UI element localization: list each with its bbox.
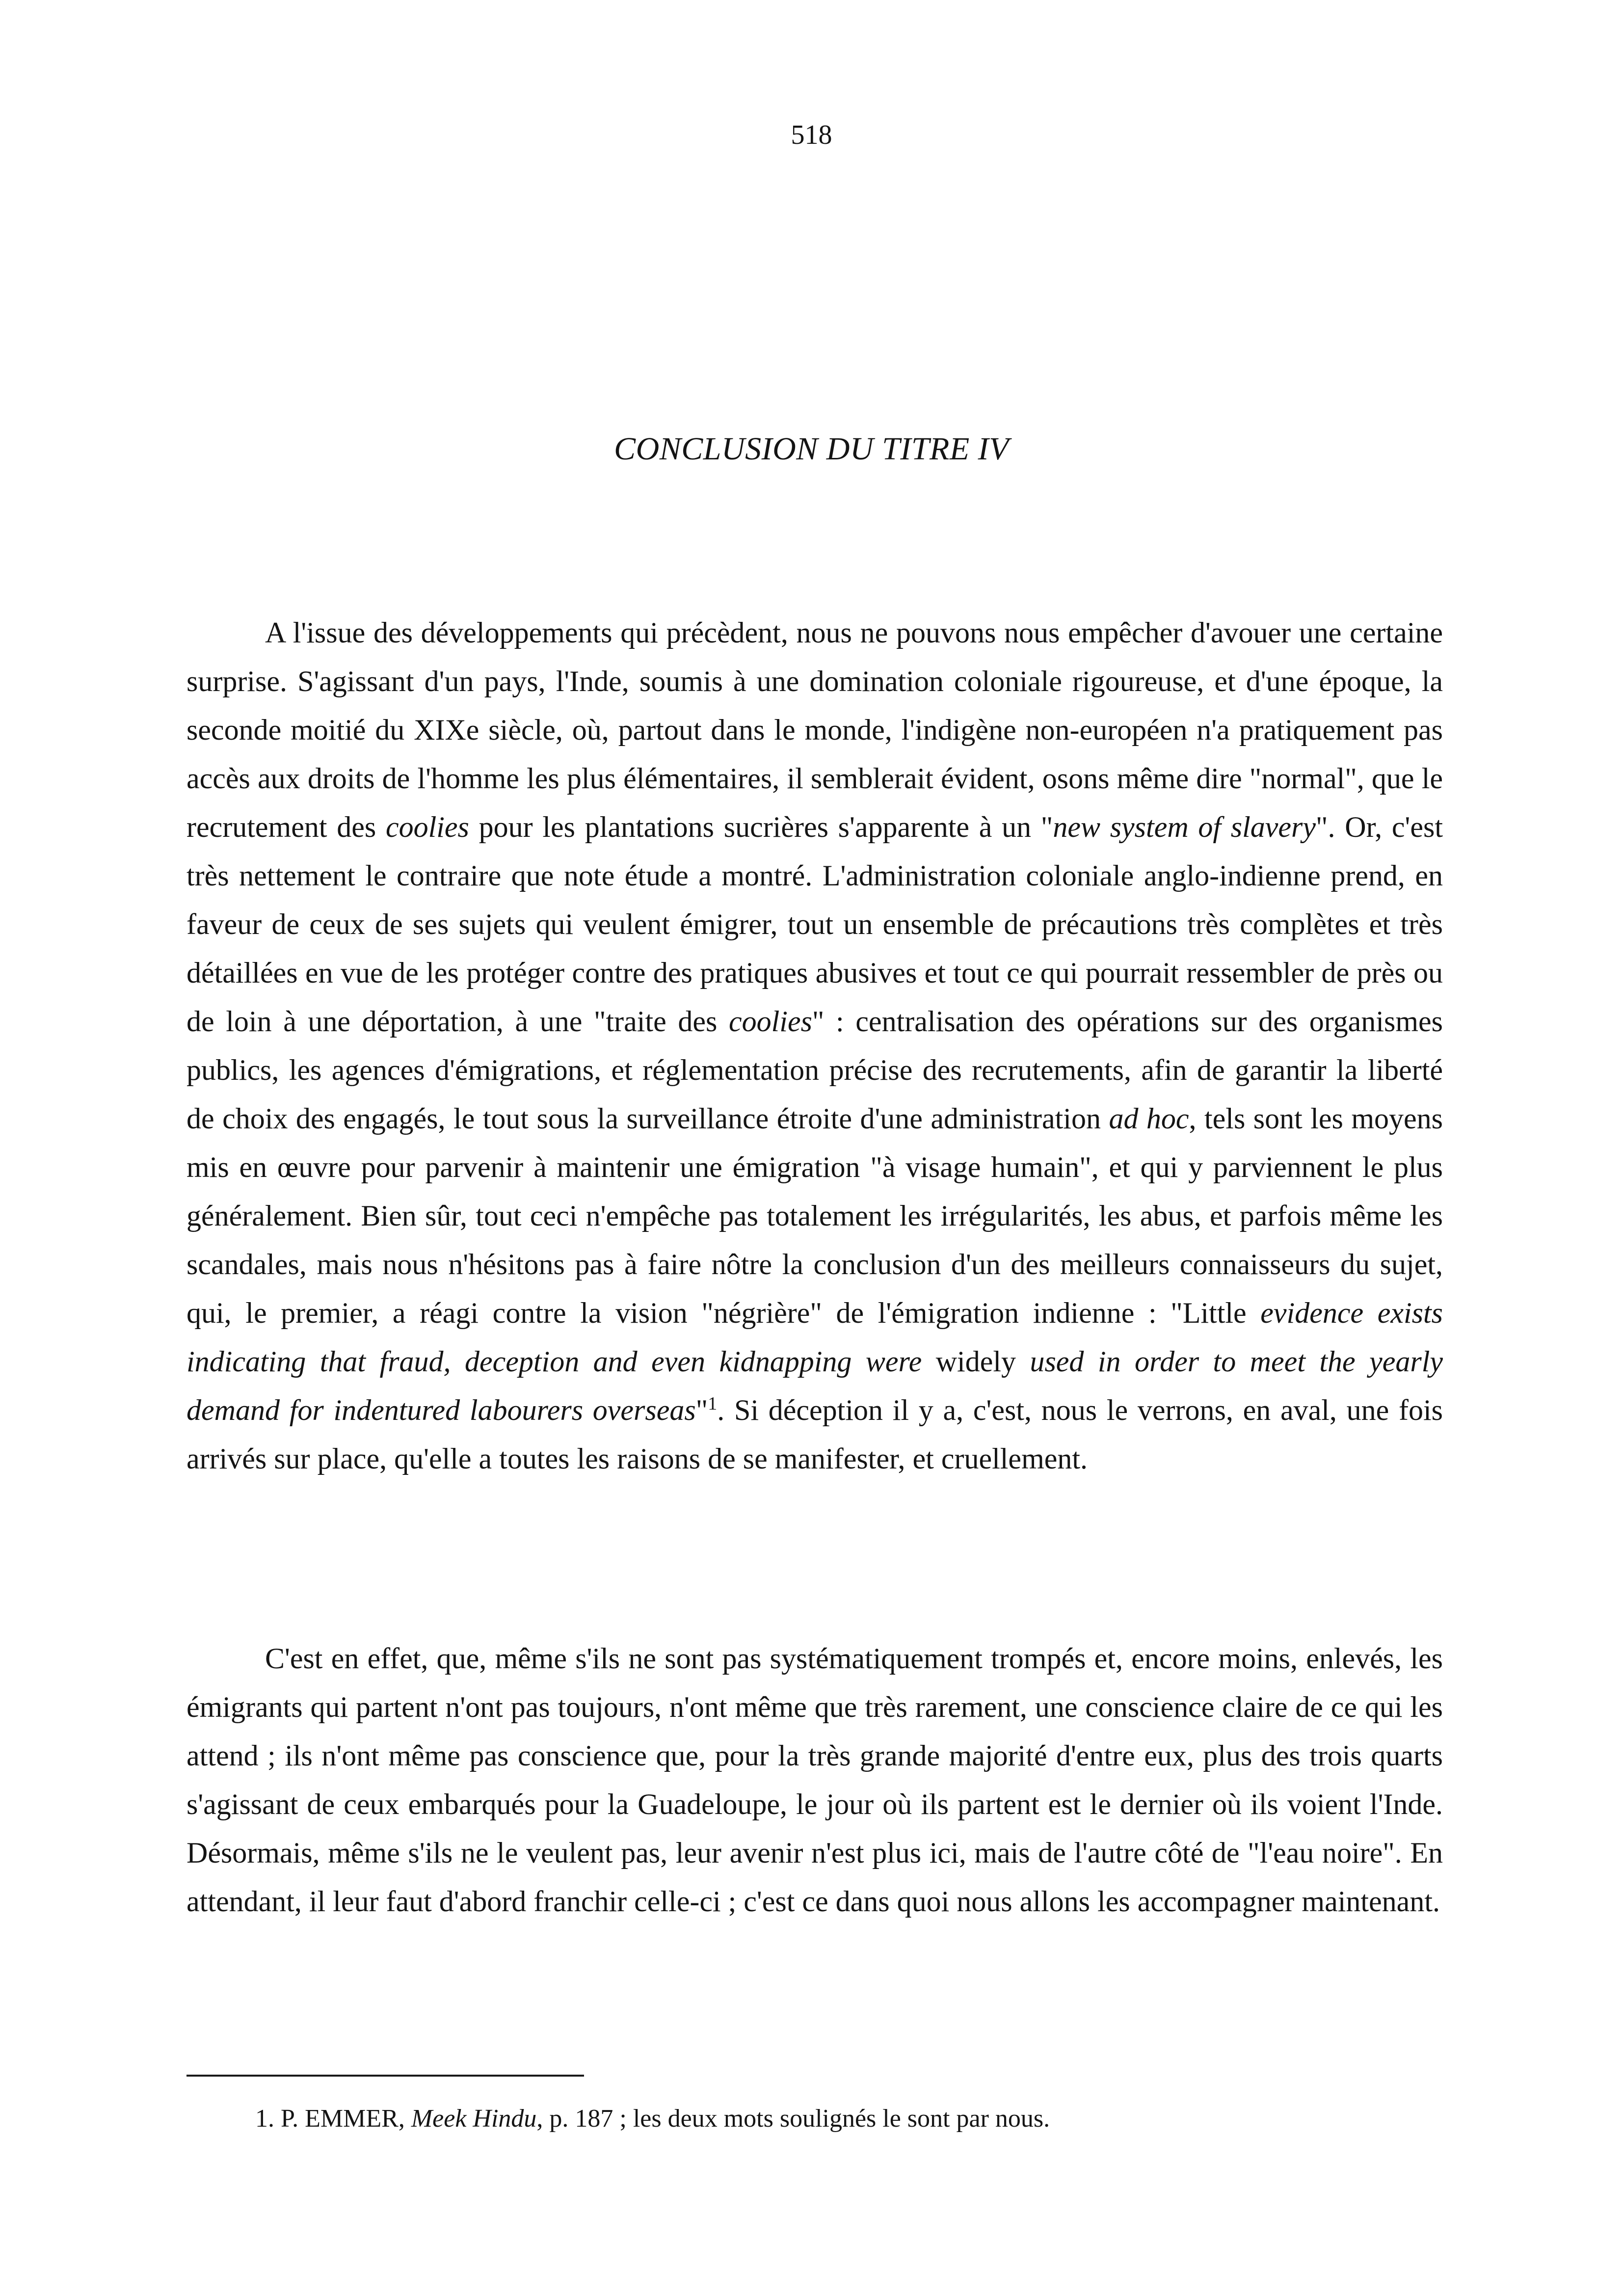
text-run: 1. P. EMMER, (255, 2105, 411, 2133)
text-run: , tels sont les moyens mis en œuvre pour parvenir à maintenir une émigration "à visage humain", et qui y parviennent le plus généralement. Bien sûr, tout ceci n'empêche pas totalement les irrégularités, les abus, et parfois même les scandales, mais nous n'hésitons pas à faire nôtre la conclusion d'un des meilleurs connaisseurs du sujet, qui, le premier, a réagi contre la vision "négrière" de l'émigration indienne : "Little (186, 1102, 1443, 1329)
italic-text: new system of slavery (1053, 811, 1316, 843)
text-run: " (695, 1394, 708, 1426)
page-number: 518 (791, 120, 832, 150)
italic-text: Meek Hindu (411, 2105, 537, 2133)
footnote-separator (186, 2075, 584, 2077)
chapter-title: CONCLUSION DU TITRE IV (614, 431, 1009, 467)
footnote-ref: 1 (708, 1393, 718, 1414)
text-run: " : centralisation des opérations sur des organismes publics, les agences d'émigrations, et réglementation précise des recrutements, afin de garantir la liberté de choix des engagés, le tout sous la surveillance étroite d'une administration (186, 1005, 1443, 1135)
italic-text: evidence exists indicating that fraud, deception and even kidnapping were (186, 1297, 1443, 1378)
italic-text: coolies (728, 1005, 812, 1038)
text-run: , p. 187 ; les deux mots soulignés le sont par nous. (536, 2105, 1050, 2133)
body-paragraph-2 (186, 1634, 1443, 1926)
text-run: widely (922, 1345, 1030, 1378)
footnote-1 (255, 2102, 1433, 2136)
text-run: pour les plantations sucrières s'apparente à un " (469, 811, 1053, 843)
body-paragraph-1 (186, 609, 1443, 1483)
text-run: C'est en effet, que, même s'ils ne sont pas systématiquement trompés et, encore moins, enlevés, les émigrants qui partent n'ont pas toujours, n'ont même que très rarement, une conscience claire de ce qui les attend ; ils n'ont même pas conscience que, pour la très grande majorité d'entre eux, plus des trois quarts s'agissant de ceux embarqués pour la Guadeloupe, le jour où ils partent est le dernier où ils voient l'Inde. Désormais, même s'ils ne le veulent pas, leur avenir n'est plus ici, mais de l'autre côté de "l'eau noire". En attendant, il leur faut d'abord franchir celle-ci ; c'est ce dans quoi nous allons les accompagner maintenant. (186, 1642, 1443, 1918)
paragraph-text (186, 609, 1443, 1483)
text-run: A l'issue des développements qui précèdent, nous ne pouvons nous empêcher d'avouer une certaine surprise. S'agissant d'un pays, l'Inde, soumis à une domination coloniale rigoureuse, et d'une époque, la seconde moitié du XIXe siècle, où, partout dans le monde, l'indigène non-européen n'a pratiquement pas accès aux droits de l'homme les plus élémentaires, il semblerait évident, osons même dire "normal", que le recrutement des (186, 616, 1443, 843)
paragraph-text (186, 1634, 1443, 1926)
text-run: . Si déception il y a, c'est, nous le verrons, en aval, une fois arrivés sur place, qu'elle a toutes les raisons de se manifester, et cruellement. (186, 1394, 1443, 1475)
text-run: ". Or, c'est très nettement le contraire que note étude a montré. L'administration coloniale anglo-indienne prend, en faveur de ceux de ses sujets qui veulent émigrer, tout un ensemble de précautions très complètes et très détaillées en vue de les protéger contre des pratiques abusives et tout ce qui pourrait ressembler de près ou de loin à une déportation, à une "traite des (186, 811, 1443, 1038)
italic-text: ad hoc (1109, 1102, 1189, 1135)
italic-text: coolies (385, 811, 469, 843)
italic-text: used in order to meet the yearly demand for indentured labourers overseas (186, 1345, 1443, 1426)
